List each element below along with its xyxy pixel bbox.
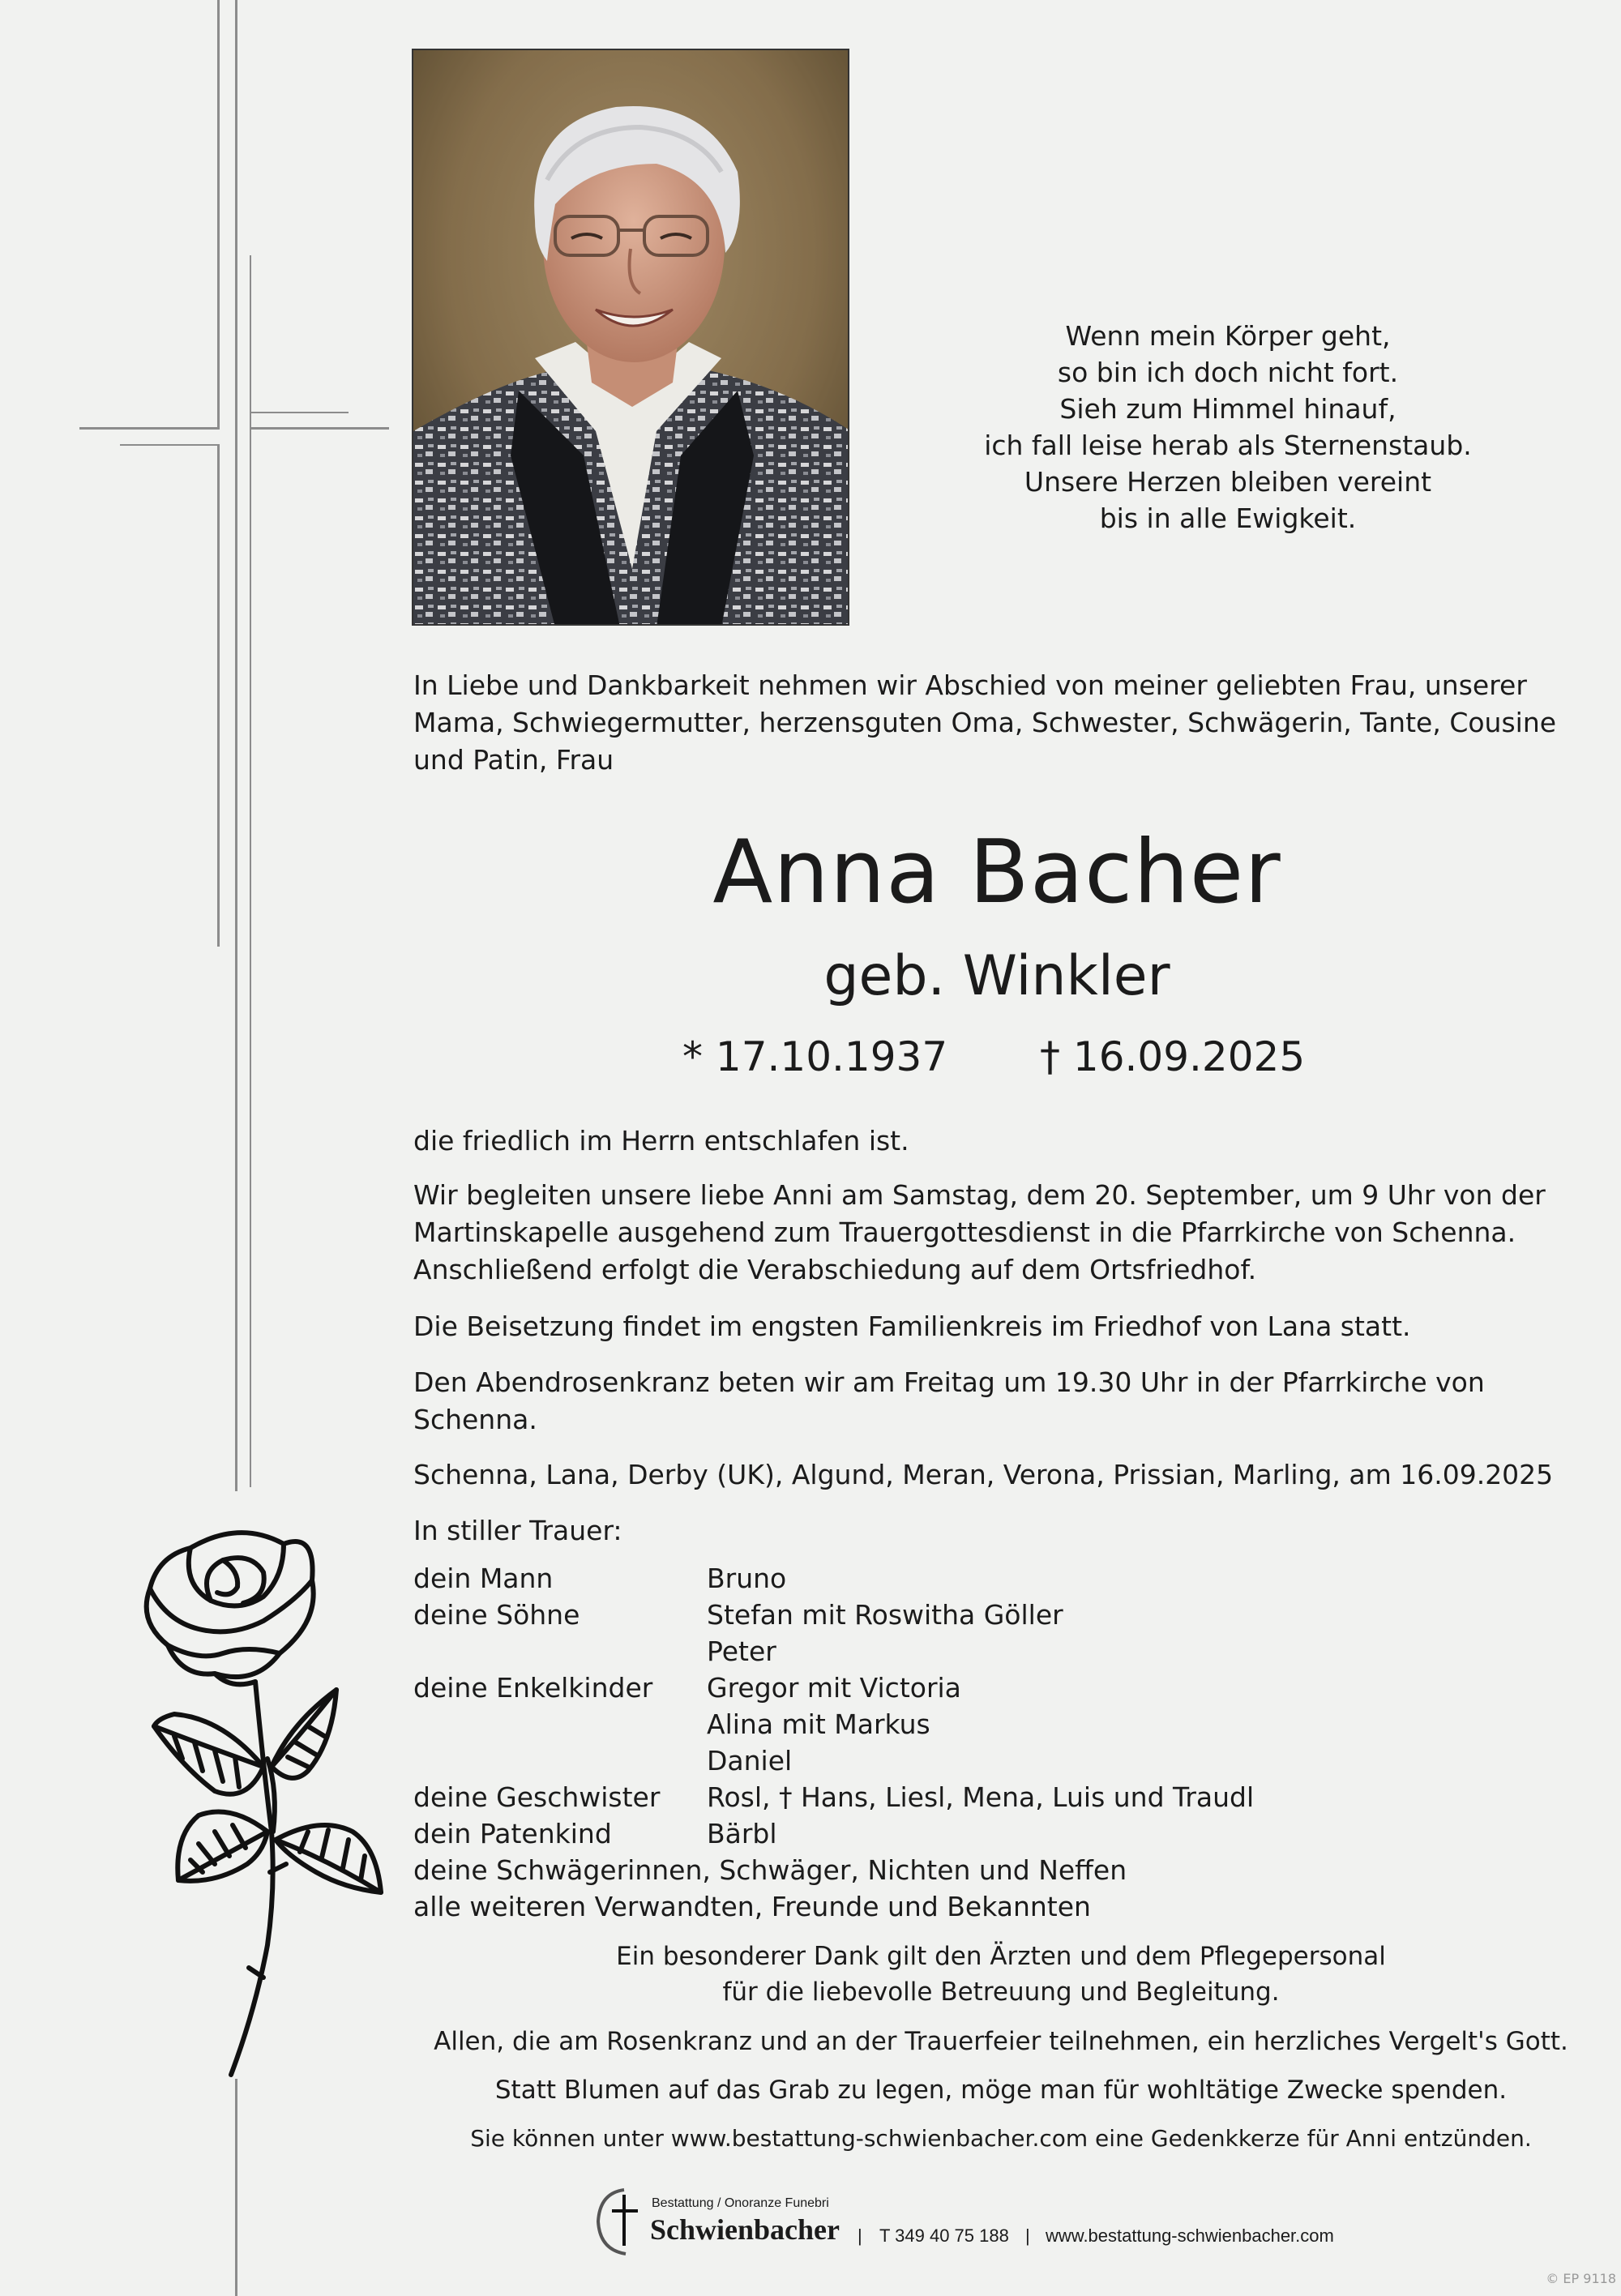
cross-vertical-left [217, 0, 220, 430]
deceased-name: Anna Bacher [712, 822, 1281, 923]
footer-website[interactable]: www.bestattung-schwienbacher.com [1046, 2225, 1334, 2246]
mourner-relation: deine Söhne [413, 1599, 580, 1631]
mourner-relation: deine Schwägerinnen, Schwäger, Nichten und Neffen [413, 1854, 1127, 1886]
birth-date: * 17.10.1937 [682, 1033, 948, 1080]
cross-horizontal-right [250, 427, 389, 430]
donation-note: Statt Blumen auf das Grab zu legen, möge man für wohltätige Zwecke spenden. [494, 2076, 1508, 2105]
footer-separator: | [1025, 2225, 1030, 2246]
cross-vertical-inner [250, 255, 251, 1487]
mourner-names: Bruno [707, 1563, 787, 1594]
mourning-heading: In stiller Trauer: [413, 1515, 622, 1546]
funeral-details: Wir begleiten unsere liebe Anni am Samstag, dem 20. September, um 9 Uhr von der Martinskapelle ausgehend zum Trauergottesdienst in die Pfarrkirche von Schenna. Anschließend erfolgt die Verabschiedung auf dem Ortsfriedhof. [413, 1179, 1546, 1285]
mourner-relation: dein Mann [413, 1563, 554, 1594]
mourner-names: Bärbl [707, 1818, 777, 1849]
cross-horizontal-bottom [120, 444, 219, 446]
footer-phone: T 349 40 75 188 [879, 2225, 1009, 2246]
rosary-details: Den Abendrosenkranz beten wir am Freitag um 19.30 Uhr in der Pfarrkirche von Schenna. [413, 1366, 1485, 1435]
passing-note: die friedlich im Herrn entschlafen ist. [413, 1125, 909, 1157]
poem-line: ich fall leise herab als Sternenstaub. [984, 430, 1472, 461]
mourner-names: Peter [707, 1635, 776, 1667]
places-date: Schenna, Lana, Derby (UK), Algund, Meran, Verona, Prissian, Marling, am 16.09.2025 [413, 1459, 1554, 1490]
thanks-note: Ein besonderer Dank gilt den Ärzten und dem Pflegepersonal für die liebevolle Betreuung und Begleitung. [616, 1942, 1386, 2007]
burial-details: Die Beisetzung findet im engsten Familienkreis im Friedhof von Lana statt. [413, 1310, 1411, 1342]
mourner-names: Stefan mit Roswitha Göller [707, 1599, 1063, 1631]
death-date: † 16.09.2025 [1040, 1033, 1306, 1080]
cross-horizontal-top [79, 427, 219, 430]
mourner-relation: alle weiteren Verwandten, Freunde und Bekannten [413, 1891, 1091, 1922]
poem-line: Wenn mein Körper geht, [1065, 320, 1391, 352]
poem [956, 318, 1499, 537]
rose-icon [134, 1524, 393, 2083]
cross-vertical-right [235, 0, 237, 1491]
poem-line: Unsere Herzen bleiben vereint [1024, 466, 1432, 498]
gratitude-note: Allen, die am Rosenkranz und an der Trauerfeier teilnehmen, ein herzliches Vergelt's Gott. [434, 2027, 1568, 2056]
candle-note: Sie können unter www.bestattung-schwienbacher.com eine Gedenkkerze für Anni entzünden. [470, 2125, 1532, 2152]
cross-vertical-right-lower [235, 2079, 237, 2296]
portrait-image [413, 50, 849, 626]
mourner-relation: deine Geschwister [413, 1781, 661, 1813]
footer-company: Schwienbacher [650, 2213, 840, 2246]
funeral-home-footer [584, 2178, 1394, 2268]
mourner-names: Gregor mit Victoria [707, 1672, 961, 1704]
mourner-names: Rosl, † Hans, Liesl, Mena, Luis und Traudl [707, 1781, 1255, 1813]
poem-line: Sieh zum Himmel hinauf, [1059, 393, 1396, 425]
poem-line: so bin ich doch nicht fort. [1057, 357, 1399, 388]
cross-logo-icon [592, 2185, 648, 2258]
mourner-relation: dein Patenkind [413, 1818, 612, 1849]
portrait-photo [412, 49, 849, 626]
mourner-names: Alina mit Markus [707, 1708, 930, 1740]
cross-horizontal-inner [251, 412, 349, 413]
print-code: © EP 9118 [1546, 2271, 1616, 2286]
poem-line: bis in alle Ewigkeit. [1099, 502, 1357, 534]
cross-vertical-left-lower [217, 444, 220, 947]
footer-separator: | [858, 2225, 862, 2246]
mourner-relation: deine Enkelkinder [413, 1672, 653, 1704]
intro-paragraph: In Liebe und Dankbarkeit nehmen wir Abschied von meiner geliebten Frau, unserer Mama, Schwiegermutter, herzensguten Oma, Schwester, Schwägerin, Tante, Cousine und Patin, Frau [413, 669, 1557, 776]
footer-tagline: Bestattung / Onoranze Funebri [652, 2196, 829, 2210]
maiden-name: geb. Winkler [823, 944, 1170, 1008]
mourner-names: Daniel [707, 1745, 793, 1777]
